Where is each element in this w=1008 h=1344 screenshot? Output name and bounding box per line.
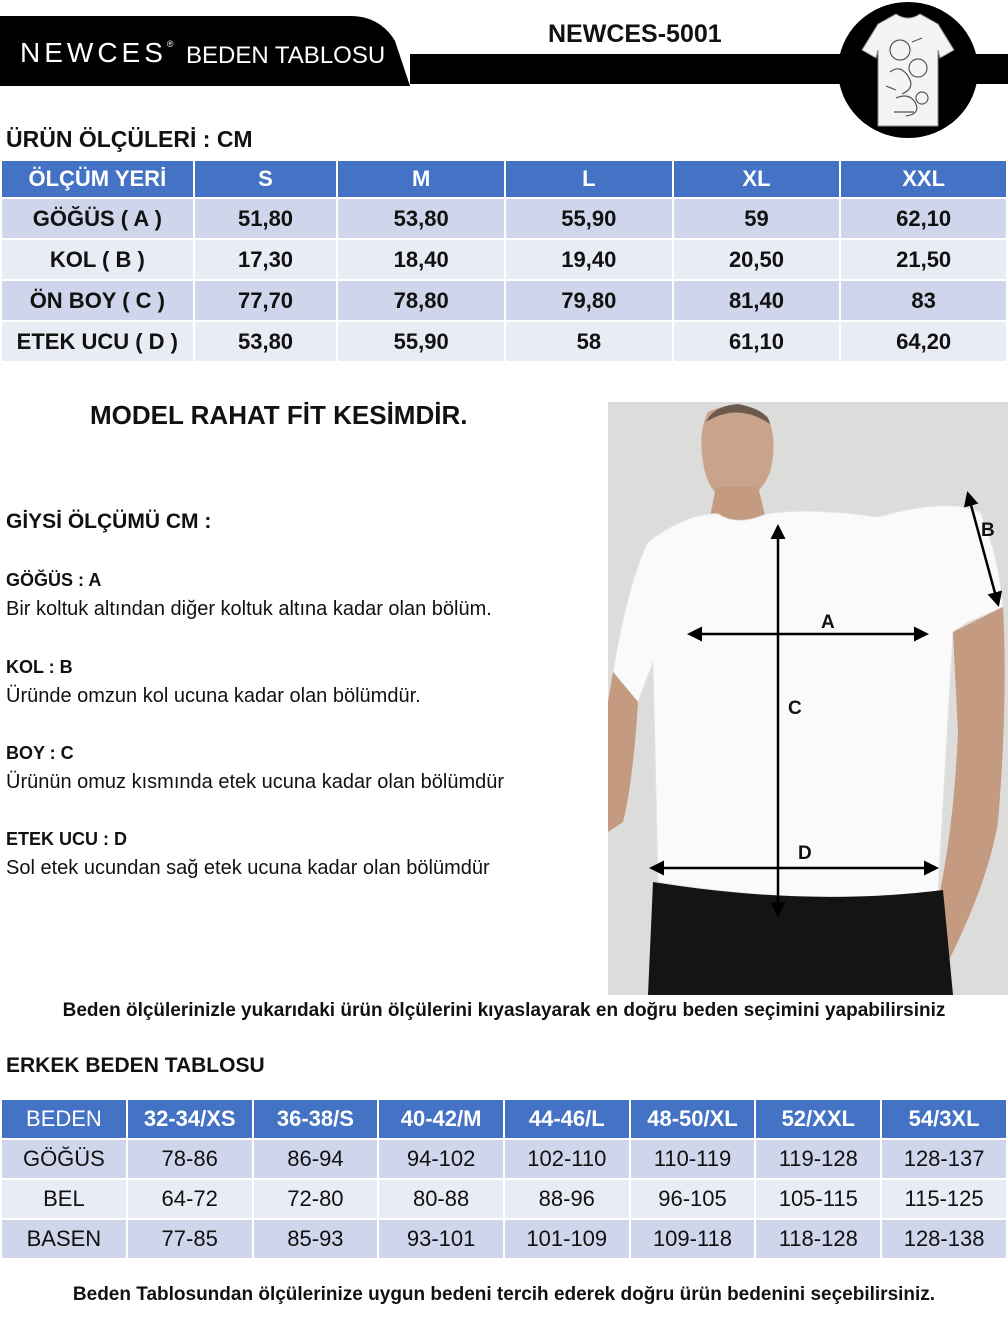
column-header: 32-34/XS — [127, 1099, 253, 1139]
table-row — [1, 239, 1007, 280]
table-row — [1, 1139, 1007, 1179]
table-cell: 61,10 — [673, 321, 841, 362]
table-cell: 101-109 — [504, 1219, 630, 1259]
table-cell: 51,80 — [194, 198, 338, 239]
guide-label-b: KOL : B — [6, 657, 73, 677]
table-cell: 77,70 — [194, 280, 338, 321]
table-row — [1, 1179, 1007, 1219]
table-cell: KOL ( B ) — [1, 239, 194, 280]
table-cell: 96-105 — [630, 1179, 756, 1219]
table-cell: 78-86 — [127, 1139, 253, 1179]
table-cell: 79,80 — [505, 280, 673, 321]
footer-note: Beden Tablosundan ölçülerinize uygun bedeni tercih ederek doğru ürün bedenini seçebilirsiniz. — [72, 1284, 936, 1305]
guide-desc-d: Sol etek ucundan sağ etek ucuna kadar olan bölümdür — [6, 857, 490, 879]
column-header: BEDEN — [1, 1099, 127, 1139]
marker-a: A — [821, 612, 835, 633]
table-cell: 115-125 — [881, 1179, 1007, 1219]
measurement-guide-title: GİYSİ ÖLÇÜMÜ CM : — [6, 510, 212, 533]
column-header: S — [194, 160, 338, 198]
column-header: 48-50/XL — [630, 1099, 756, 1139]
column-header: 52/XXL — [755, 1099, 881, 1139]
table-cell: 128-137 — [881, 1139, 1007, 1179]
product-measurements-table — [0, 159, 1008, 363]
size-table-title: ERKEK BEDEN TABLOSU — [6, 1054, 265, 1077]
table-cell: 58 — [505, 321, 673, 362]
table-cell: 20,50 — [673, 239, 841, 280]
fit-note: MODEL RAHAT FİT KESİMDİR. — [90, 400, 468, 430]
table-cell: 102-110 — [504, 1139, 630, 1179]
column-header: XL — [673, 160, 841, 198]
table-cell: 21,50 — [840, 239, 1007, 280]
table-cell: 53,80 — [194, 321, 338, 362]
column-header: 40-42/M — [378, 1099, 504, 1139]
table-row — [1, 198, 1007, 239]
table-cell: 62,10 — [840, 198, 1007, 239]
brand-logo: NEWCES® — [20, 37, 174, 68]
table-cell: 86-94 — [253, 1139, 379, 1179]
header-title: BEDEN TABLOSU — [186, 42, 386, 69]
table-cell: 78,80 — [337, 280, 505, 321]
table-cell: 105-115 — [755, 1179, 881, 1219]
table-cell: 119-128 — [755, 1139, 881, 1179]
product-thumbnail — [838, 2, 978, 138]
column-header: 36-38/S — [253, 1099, 379, 1139]
guide-desc-a: Bir koltuk altından diğer koltuk altına kadar olan bölüm. — [6, 598, 492, 620]
table-row — [1, 321, 1007, 362]
column-header: M — [337, 160, 505, 198]
compare-note: Beden ölçülerinizle yukarıdaki ürün ölçülerini kıyaslayarak en doğru beden seçimini yapabilirsiniz — [62, 1000, 946, 1021]
table-cell: 88-96 — [504, 1179, 630, 1219]
column-header: 44-46/L — [504, 1099, 630, 1139]
table-cell: 72-80 — [253, 1179, 379, 1219]
table-row — [1, 1219, 1007, 1259]
table-cell: 55,90 — [337, 321, 505, 362]
table-cell: 93-101 — [378, 1219, 504, 1259]
table-cell: ÖN BOY ( C ) — [1, 280, 194, 321]
table-cell: 110-119 — [630, 1139, 756, 1179]
table-cell: 17,30 — [194, 239, 338, 280]
table-cell: 53,80 — [337, 198, 505, 239]
table-cell: 83 — [840, 280, 1007, 321]
table-cell: 81,40 — [673, 280, 841, 321]
marker-d: D — [798, 843, 812, 864]
table-cell: ETEK UCU ( D ) — [1, 321, 194, 362]
table-cell: 94-102 — [378, 1139, 504, 1179]
table-cell: 59 — [673, 198, 841, 239]
table-cell: BASEN — [1, 1219, 127, 1259]
table-cell: 109-118 — [630, 1219, 756, 1259]
table-cell: 55,90 — [505, 198, 673, 239]
column-header: 54/3XL — [881, 1099, 1007, 1139]
column-header: XXL — [840, 160, 1007, 198]
table-cell: 85-93 — [253, 1219, 379, 1259]
table-cell: 19,40 — [505, 239, 673, 280]
model-photo — [608, 402, 1008, 995]
table-cell: GÖĞÜS — [1, 1139, 127, 1179]
product-measurements-title: ÜRÜN ÖLÇÜLERİ : CM — [6, 126, 253, 152]
marker-c: C — [788, 698, 802, 719]
table-cell: 64-72 — [127, 1179, 253, 1219]
men-size-table — [0, 1098, 1008, 1260]
column-header: L — [505, 160, 673, 198]
guide-label-a: GÖĞÜS : A — [6, 570, 102, 590]
guide-desc-b: Üründe omzun kol ucuna kadar olan bölümdür. — [6, 685, 421, 707]
table-cell: 77-85 — [127, 1219, 253, 1259]
table-cell: GÖĞÜS ( A ) — [1, 198, 194, 239]
table-cell: 18,40 — [337, 239, 505, 280]
guide-label-c: BOY : C — [6, 743, 74, 763]
table-header-row — [1, 1099, 1007, 1139]
table-header-row — [1, 160, 1007, 198]
product-code: NEWCES-5001 — [548, 20, 722, 48]
guide-label-d: ETEK UCU : D — [6, 829, 127, 849]
table-cell: 118-128 — [755, 1219, 881, 1259]
column-header: ÖLÇÜM YERİ — [1, 160, 194, 198]
marker-b: B — [981, 520, 995, 541]
table-cell: 128-138 — [881, 1219, 1007, 1259]
table-cell: 80-88 — [378, 1179, 504, 1219]
table-row — [1, 280, 1007, 321]
guide-desc-c: Ürünün omuz kısmında etek ucuna kadar olan bölümdür — [6, 771, 505, 793]
table-cell: 64,20 — [840, 321, 1007, 362]
table-cell: BEL — [1, 1179, 127, 1219]
